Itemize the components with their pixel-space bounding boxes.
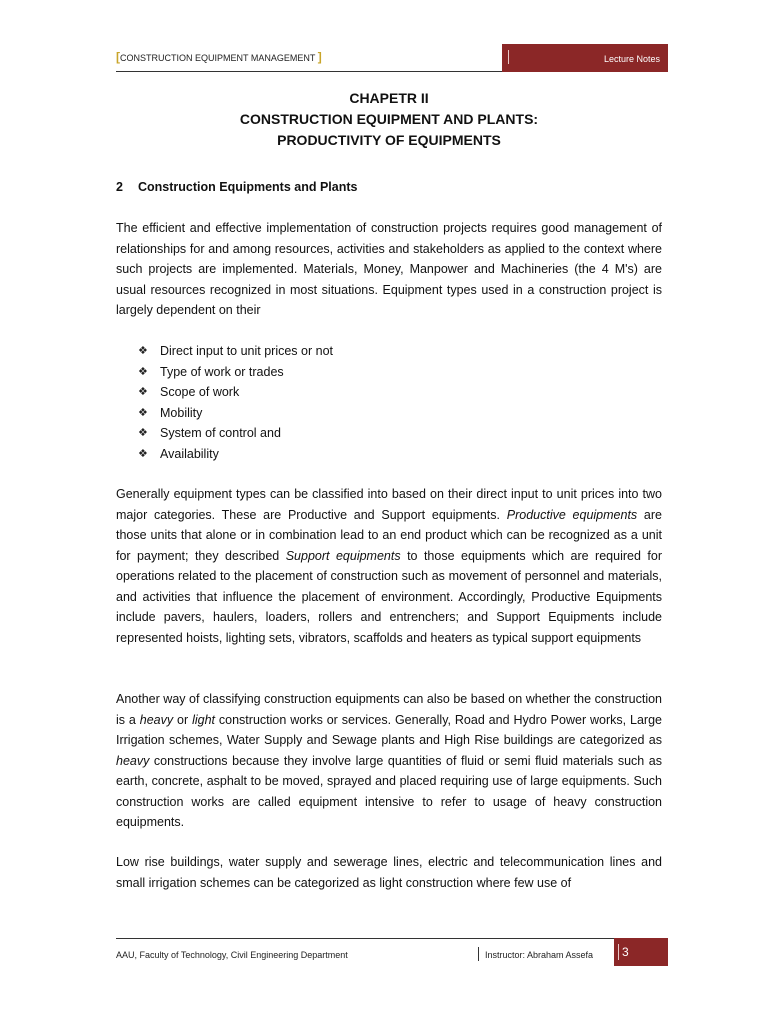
- list-item: [138, 341, 333, 362]
- text-run-italic: heavy: [139, 712, 174, 727]
- paragraph-classification: [116, 484, 662, 648]
- section-title: Construction Equipments and Plants: [138, 180, 358, 194]
- page-number: 3: [622, 945, 629, 959]
- chapter-titles: [116, 88, 662, 151]
- diamond-bullet-icon: ❖: [138, 406, 148, 419]
- section-heading: [116, 180, 357, 194]
- header-box-separator: [508, 50, 509, 64]
- text-run: constructions because they involve large quantities of fluid or semi fluid materials such as earth, concrete, asphalt to be moved, sprayed and placed requiring use of large equipments. Such construction works are called equipment intensive to refer to usage of heavy construction equipments.: [116, 753, 662, 829]
- text-run-italic: light: [192, 712, 215, 727]
- diamond-bullet-icon: ❖: [138, 386, 148, 398]
- header-title-text: CONSTRUCTION EQUIPMENT MANAGEMENT: [120, 53, 316, 63]
- header-rule: [116, 71, 502, 72]
- text-run-italic: Support equipments: [285, 548, 401, 563]
- page-header: [116, 44, 668, 72]
- list-item-text: Direct input to unit prices or not: [160, 344, 333, 358]
- header-lecture-notes: Lecture Notes: [603, 54, 660, 64]
- header-label-box: [502, 44, 668, 72]
- text-run: Generally equipment types can be classified into based on their direct input to unit prices into two major categories. These are Productive and Support equipments.: [116, 487, 662, 522]
- paragraph-heavy-light: [116, 689, 662, 833]
- list-item-text: System of control and: [160, 426, 281, 440]
- text-run: are those units that alone or in combination lead to an end product which can be recognized as a unit for payment; they described: [116, 507, 663, 563]
- list-item: [138, 423, 333, 444]
- footer-rule: [116, 938, 614, 939]
- diamond-bullet-icon: ❖: [138, 427, 148, 439]
- diamond-bullet-icon: ❖: [138, 447, 148, 460]
- header-title: [116, 50, 322, 64]
- footer-instructor: Instructor: Abraham Assefa: [485, 950, 594, 960]
- chapter-number: CHAPETR II: [349, 90, 429, 106]
- list-item-text: Scope of work: [160, 385, 240, 399]
- list-item-text: Type of work or trades: [160, 364, 284, 379]
- header-open-bracket: [: [116, 50, 120, 64]
- text-run: Another way of classifying construction equipments can also be based on whether the construction is a: [116, 692, 662, 727]
- paragraph-light-construction: Low rise buildings, water supply and sewerage lines, electric and telecommunication lines and small irrigation schemes can be categorized as light construction where few use of: [116, 855, 662, 890]
- chapter-title-line-1: CONSTRUCTION EQUIPMENT AND PLANTS:: [239, 111, 539, 127]
- text-run: or: [173, 712, 193, 727]
- text-run: to those equipments which are required for operations related to the placement of construction such as movement of personnel and materials, and activities that influence the placement of environment. Accordingly, Productive Equipments include pavers, haulers, loaders, rollers and entrenchers; and Support Equipments include represented hoists, lighting sets, vibrators, scaffolds and heaters as typical support equipments: [116, 548, 662, 645]
- diamond-bullet-icon: ❖: [138, 345, 148, 357]
- bullet-list: [138, 341, 333, 464]
- list-item: [138, 362, 333, 383]
- section-number: 2: [116, 180, 123, 194]
- list-item-text: Availability: [160, 446, 219, 461]
- paragraph-intro: The efficient and effective implementation of construction projects requires good management of relationships for and among resources, activities and stakeholders as applied to the context where such projects are implemented. Materials, Money, Manpower and Machineries (the 4 M's) are usual resources recognized in most situations. Equipment types used in a construction project is largely dependent on their: [116, 221, 662, 317]
- page-number-separator: [618, 944, 619, 960]
- list-item: [138, 444, 333, 465]
- diamond-bullet-icon: ❖: [138, 365, 148, 378]
- text-run-italic: heavy: [116, 753, 150, 768]
- list-item-text: Mobility: [160, 405, 203, 420]
- list-item: [138, 382, 333, 403]
- chapter-title-line-2: PRODUCTIVITY OF EQUIPMENTS: [277, 132, 501, 148]
- footer-department: AAU, Faculty of Technology, Civil Engineering Department: [116, 950, 348, 960]
- page-footer: [116, 938, 668, 966]
- header-close-bracket: ]: [317, 50, 322, 64]
- footer-separator: [478, 947, 479, 961]
- list-item: [138, 403, 333, 424]
- text-run: construction works or services. Generally, Road and Hydro Power works, Large Irrigation schemes, Water Supply and Sewage plants and High Rise buildings are categorized as: [116, 712, 662, 747]
- page-number-box: [614, 938, 668, 966]
- text-run-italic: Productive equipments: [506, 507, 638, 522]
